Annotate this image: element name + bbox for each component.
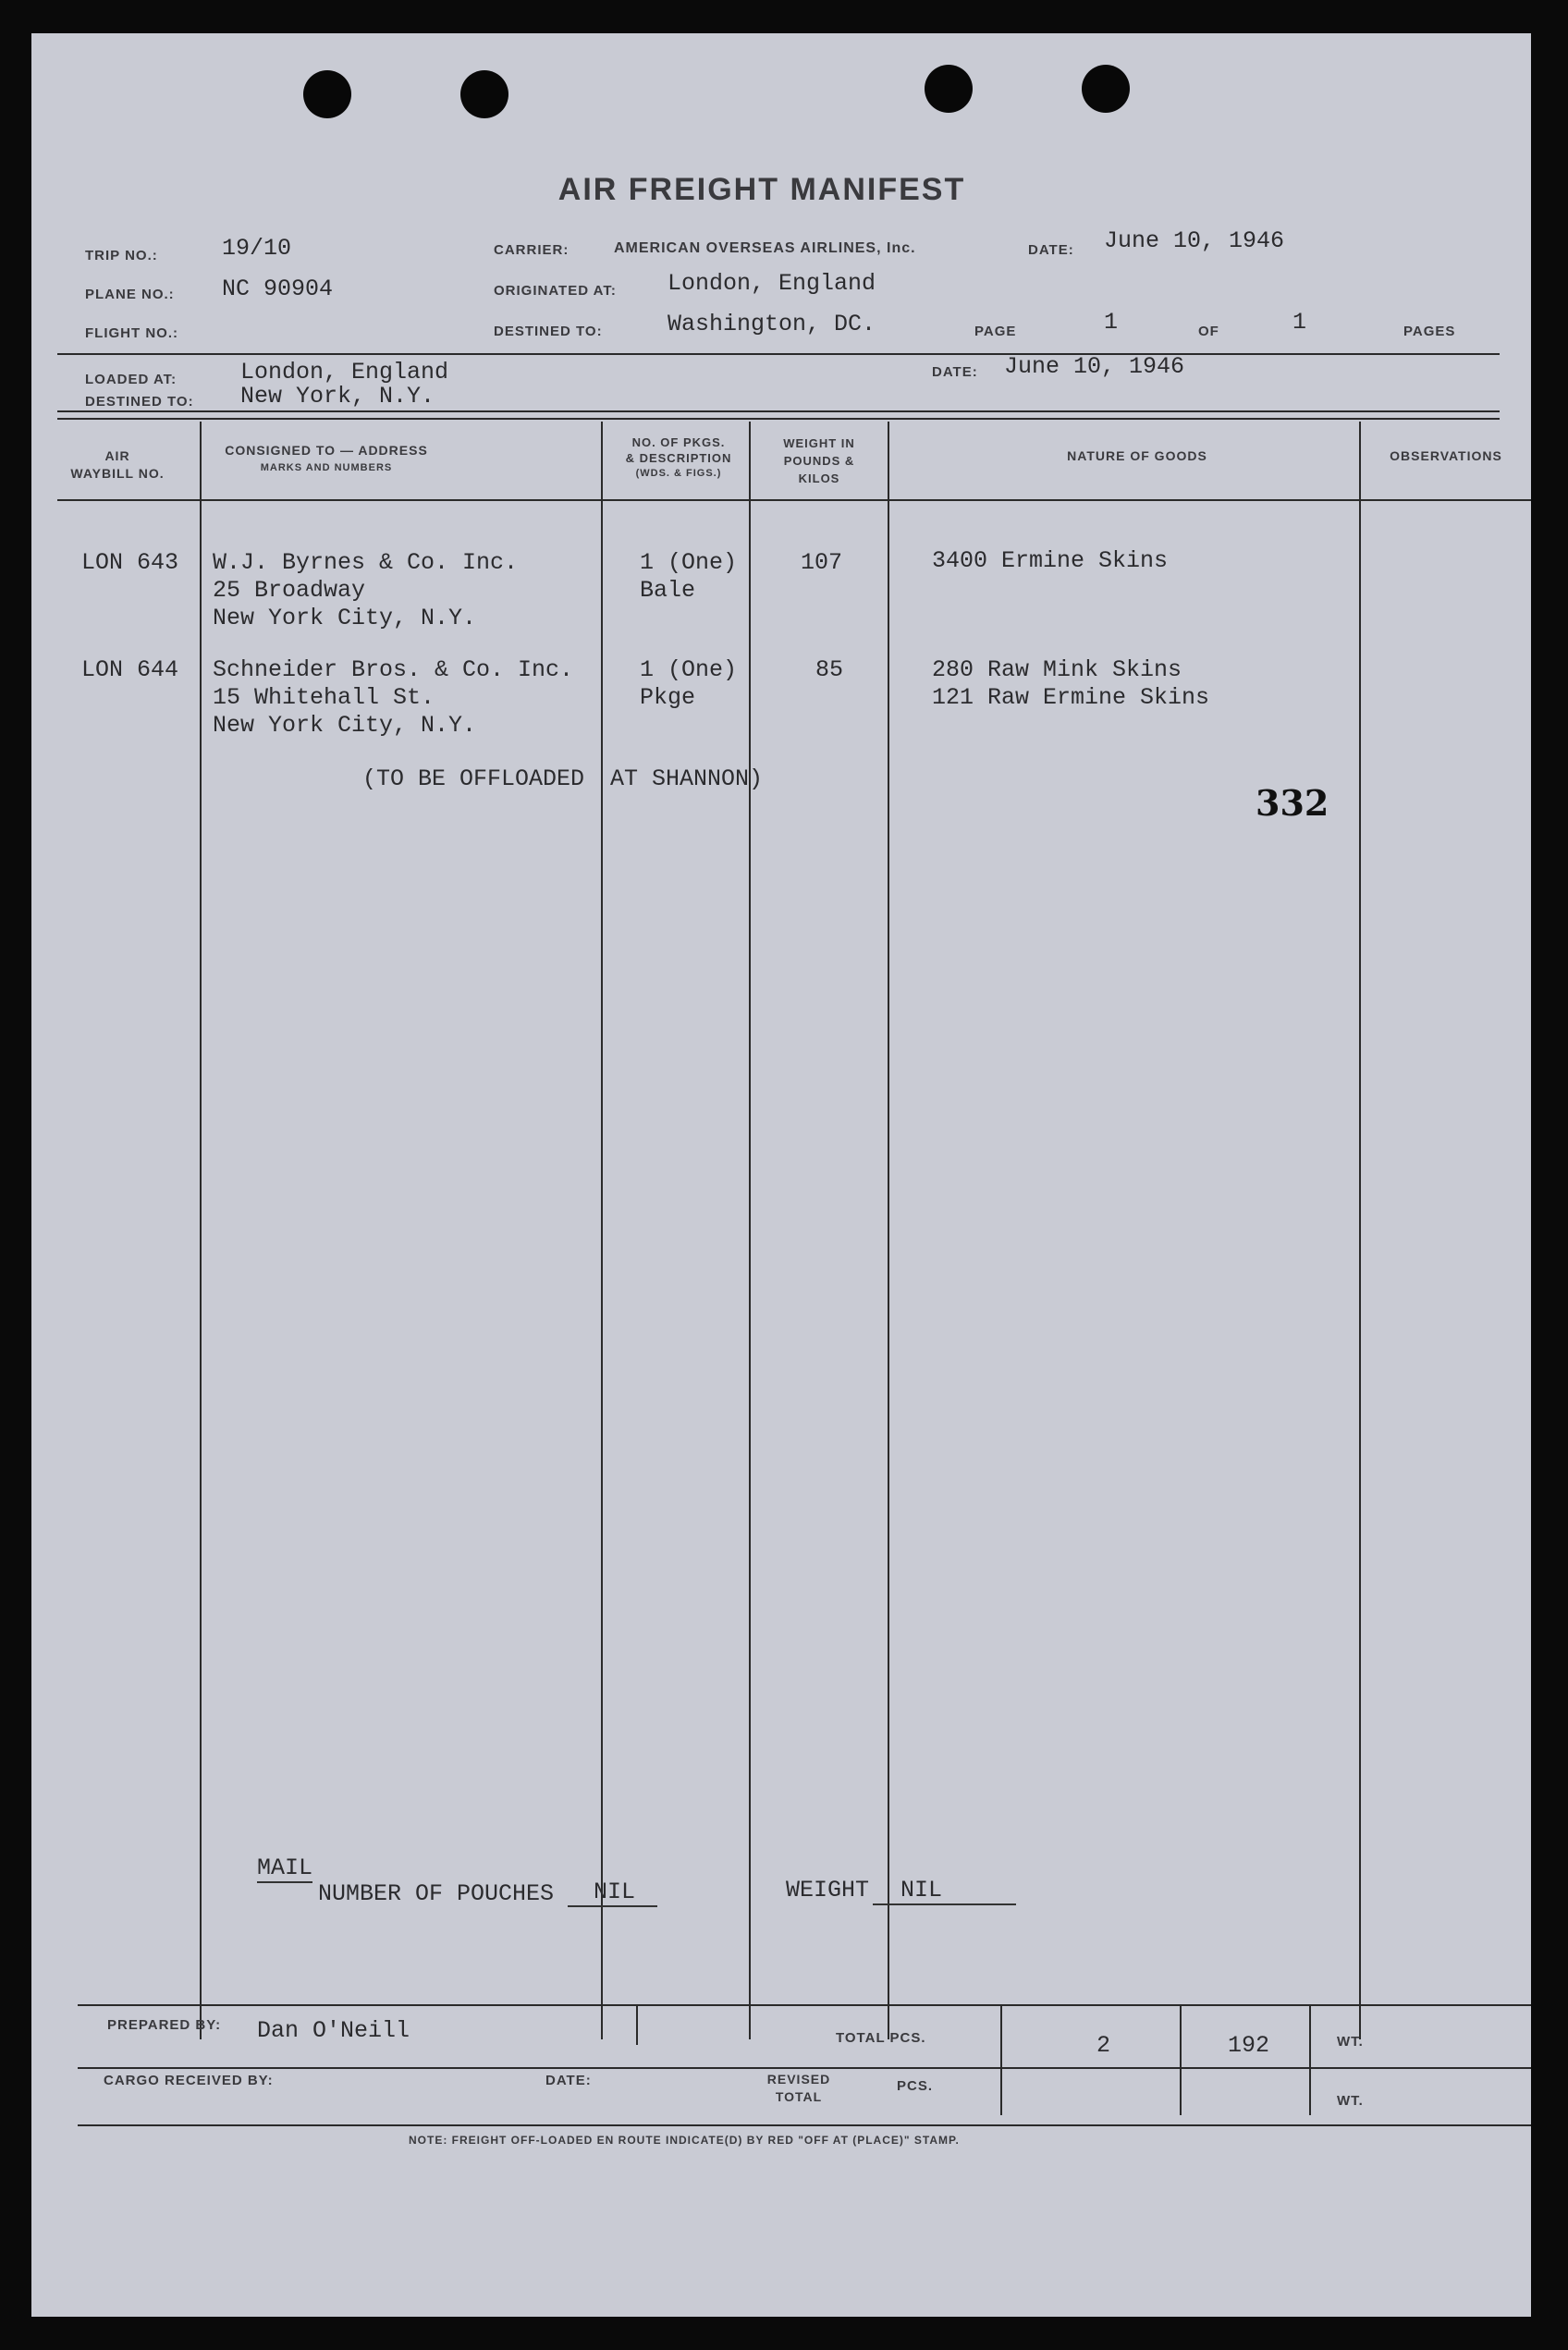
header-rule xyxy=(57,499,1531,501)
mail-label: MAIL xyxy=(257,1854,313,1881)
pcs-label: PCS. xyxy=(897,2078,934,2094)
footer-rule xyxy=(78,2067,1531,2069)
date-value: June 10, 1946 xyxy=(1104,227,1285,254)
footer-date-label: DATE: xyxy=(545,2073,592,2088)
stamp-number: 332 xyxy=(1256,782,1329,824)
column-rule xyxy=(200,422,202,2039)
pouches-value: NIL xyxy=(568,1879,671,1907)
footer-rule xyxy=(1000,2006,1002,2115)
column-rule xyxy=(888,422,889,2039)
offload-note-right: AT SHANNON) xyxy=(610,765,764,792)
footer-rule xyxy=(636,2006,638,2045)
flight-no-label: FLIGHT NO.: xyxy=(85,325,178,341)
nature-of-goods: 280 Raw Mink Skins 121 Raw Ermine Skins xyxy=(932,656,1210,711)
package-description: 1 (One) Bale xyxy=(640,549,738,604)
footer-note: NOTE: FREIGHT OFF-LOADED EN ROUTE INDICATE(D) BY RED "OFF AT (PLACE)" STAMP. xyxy=(409,2134,960,2147)
footer-rule xyxy=(78,2004,1531,2006)
destined-to-label-2: DESTINED TO: xyxy=(85,394,194,410)
plane-no-label: PLANE NO.: xyxy=(85,287,175,302)
destined-to-value: Washington, DC. xyxy=(668,311,876,337)
footer-rule xyxy=(1309,2006,1311,2115)
page-label: PAGE xyxy=(974,324,1017,339)
col-header-observations: OBSERVATIONS xyxy=(1390,448,1502,463)
consignee-address: W.J. Byrnes & Co. Inc. 25 Broadway New York City, N.Y. xyxy=(213,549,519,631)
destined-to-label: DESTINED TO: xyxy=(494,324,603,339)
footer-rule xyxy=(78,2124,1531,2126)
prepared-by-label: PREPARED BY: xyxy=(107,2017,222,2033)
pouches-label: NUMBER OF POUCHES xyxy=(318,1880,555,1907)
trip-no-value: 19/10 xyxy=(222,235,292,262)
cargo-received-label: CARGO RECEIVED BY: xyxy=(104,2073,274,2088)
manifest-sheet xyxy=(31,33,1531,2317)
prepared-by-value: Dan O'Neill xyxy=(257,2017,410,2044)
originated-at-value: London, England xyxy=(668,270,876,297)
punch-hole xyxy=(460,70,508,118)
waybill-no: LON 644 xyxy=(81,656,179,683)
wt-label-2: WT. xyxy=(1337,2093,1364,2109)
nature-of-goods: 3400 Ermine Skins xyxy=(932,547,1169,574)
column-rule xyxy=(1359,422,1361,2039)
wt-label: WT. xyxy=(1337,2034,1364,2050)
pages-label: PAGES xyxy=(1403,324,1456,339)
form-title: AIR FREIGHT MANIFEST xyxy=(557,172,966,207)
carrier-label: CARRIER: xyxy=(494,242,570,258)
total-pcs-label: TOTAL PCS. xyxy=(836,2030,926,2046)
offload-note-left: (TO BE OFFLOADED xyxy=(362,765,585,792)
punch-hole xyxy=(1082,65,1130,113)
page-value: 1 xyxy=(1104,309,1119,336)
revised-total-label: REVISED TOTAL xyxy=(766,2072,831,2104)
column-rule xyxy=(749,422,751,2039)
col-header-pkgs: NO. OF PKGS. & DESCRIPTION (WDS. & FIGS.) xyxy=(625,435,732,479)
date-label: DATE: xyxy=(1028,242,1074,258)
destined-to-value-2: New York, N.Y. xyxy=(240,383,435,410)
total-wt-value: 192 xyxy=(1228,2032,1270,2059)
of-label: OF xyxy=(1198,324,1219,339)
carrier-name: AMERICAN OVERSEAS AIRLINES, Inc. xyxy=(614,240,916,256)
divider xyxy=(57,418,1500,420)
col-header-waybill: AIR WAYBILL NO. xyxy=(70,448,165,481)
weight-value: 85 xyxy=(815,656,844,683)
weight-value: 107 xyxy=(801,549,843,576)
waybill-no: LON 643 xyxy=(81,549,179,576)
mail-weight-value: NIL xyxy=(873,1877,1016,1905)
column-rule xyxy=(601,422,603,2039)
punch-hole xyxy=(925,65,973,113)
originated-at-label: ORIGINATED AT: xyxy=(494,283,617,299)
date-value-2: June 10, 1946 xyxy=(1004,353,1185,380)
of-value: 1 xyxy=(1292,309,1307,336)
col-header-consigned: CONSIGNED TO — ADDRESS MARKS AND NUMBERS xyxy=(225,443,428,473)
loaded-at-label: LOADED AT: xyxy=(85,372,178,387)
loaded-at-value: London, England xyxy=(240,359,449,386)
plane-no-value: NC 90904 xyxy=(222,275,334,302)
mail-weight-label: WEIGHT xyxy=(786,1877,870,1903)
footer-rule xyxy=(1180,2006,1182,2115)
total-pcs-value: 2 xyxy=(1096,2032,1111,2059)
consignee-address: Schneider Bros. & Co. Inc. 15 Whitehall St. New York City, N.Y. xyxy=(213,656,574,739)
trip-no-label: TRIP NO.: xyxy=(85,248,158,263)
divider xyxy=(57,410,1500,412)
punch-hole xyxy=(303,70,351,118)
package-description: 1 (One) Pkge xyxy=(640,656,738,711)
date-label-2: DATE: xyxy=(932,364,978,380)
divider xyxy=(57,353,1500,355)
col-header-weight: WEIGHT IN POUNDS & KILOS xyxy=(783,436,855,485)
col-header-nature: NATURE OF GOODS xyxy=(1067,448,1207,463)
